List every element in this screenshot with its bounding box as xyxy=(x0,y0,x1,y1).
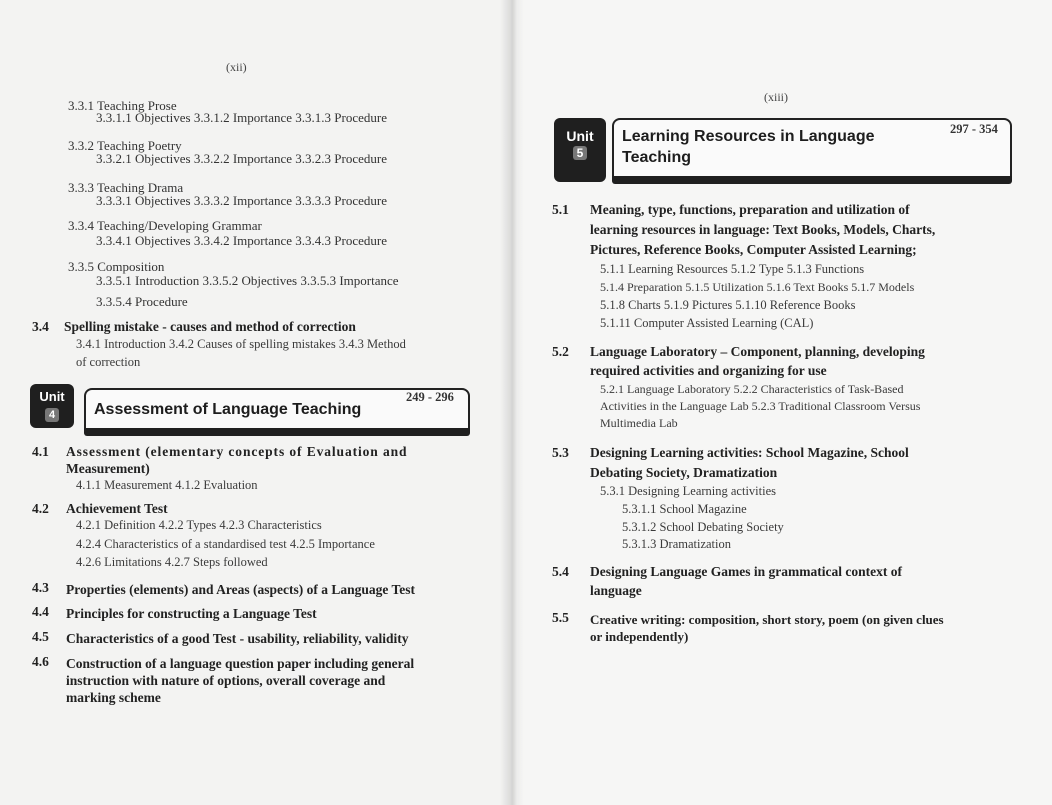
section-number: 4.1 xyxy=(32,444,49,459)
section-number: 5.4 xyxy=(552,564,569,579)
section-title: Assessment (elementary concepts of Evaluation and xyxy=(66,444,408,459)
unit-title-line: Learning Resources in Language xyxy=(622,128,875,145)
section-detail: 3.4.1 Introduction 3.4.2 Causes of spelling mistakes 3.4.3 Method xyxy=(76,337,406,351)
section-detail: 5.2.1 Language Laboratory 5.2.2 Characteristics of Task-Based xyxy=(600,382,904,396)
toc-item-title: 3.3.1 Teaching Prose xyxy=(68,98,177,113)
section-title: Designing Language Games in grammatical context of xyxy=(590,564,902,579)
unit-badge xyxy=(554,118,606,182)
section-detail: 5.1.1 Learning Resources 5.1.2 Type 5.1.3 Functions xyxy=(600,262,865,276)
right-page xyxy=(512,0,1052,805)
section-title: instruction with nature of options, overall coverage and xyxy=(66,673,386,688)
section-title: Pictures, Reference Books, Computer Assisted Learning; xyxy=(590,242,917,257)
section-detail: 5.1.11 Computer Assisted Learning (CAL) xyxy=(600,316,814,330)
unit-bar xyxy=(612,176,1012,184)
section-number: 5.5 xyxy=(552,610,569,625)
section-number: 4.4 xyxy=(32,604,49,619)
unit-title-text: Assessment of Language Teaching xyxy=(94,401,362,418)
unit-bar xyxy=(84,428,470,436)
section-number: 5.1 xyxy=(552,202,569,217)
unit-pages: 297 - 354 xyxy=(950,122,998,136)
page-number: (xiii) xyxy=(764,90,788,104)
section-number: 4.5 xyxy=(32,629,49,644)
section-subdetail: 5.3.1.2 School Debating Society xyxy=(622,520,784,534)
section-number: 5.2 xyxy=(552,344,569,359)
toc-item-detail: 3.3.5.1 Introduction 3.3.5.2 Objectives 3.3.5.3 Importance xyxy=(96,273,399,288)
toc-item-title: 3.3.5 Composition xyxy=(68,259,165,274)
section-title: Characteristics of a good Test - usability, reliability, validity xyxy=(66,631,409,646)
section-detail: 4.1.1 Measurement 4.1.2 Evaluation xyxy=(76,478,258,492)
section-detail: 4.2.1 Definition 4.2.2 Types 4.2.3 Characteristics xyxy=(76,518,322,532)
section-detail: Activities in the Language Lab 5.2.3 Traditional Classroom Versus xyxy=(600,399,921,413)
unit-label: Unit xyxy=(39,389,65,404)
page-number: (xii) xyxy=(226,60,247,74)
section-number: 4.6 xyxy=(32,654,49,669)
section-detail: Multimedia Lab xyxy=(600,416,678,430)
left-page xyxy=(0,0,512,805)
section-number: 3.4 xyxy=(32,319,49,334)
toc-item-title: 3.3.3 Teaching Drama xyxy=(68,180,184,195)
toc-item-detail: 3.3.1.1 Objectives 3.3.1.2 Importance 3.3.1.3 Procedure xyxy=(96,110,387,125)
section-title: Construction of a language question paper including general xyxy=(66,656,415,671)
section-title: Achievement Test xyxy=(66,501,168,516)
section-detail: of correction xyxy=(76,355,141,369)
toc-item-detail: 3.3.5.4 Procedure xyxy=(96,294,188,309)
toc-item-detail: 3.3.2.1 Objectives 3.3.2.2 Importance 3.3.2.3 Procedure xyxy=(96,151,387,166)
section-title: Designing Learning activities: School Magazine, School xyxy=(590,445,909,460)
section-detail: 4.2.6 Limitations 4.2.7 Steps followed xyxy=(76,555,268,569)
section-detail: 5.1.8 Charts 5.1.9 Pictures 5.1.10 Reference Books xyxy=(600,298,856,312)
toc-item-title: 3.3.2 Teaching Poetry xyxy=(68,138,182,153)
section-title: Principles for constructing a Language Test xyxy=(66,606,317,621)
section-title: Debating Society, Dramatization xyxy=(590,465,778,480)
toc-item-detail: 3.3.4.1 Objectives 3.3.4.2 Importance 3.3.4.3 Procedure xyxy=(96,233,387,248)
unit-number: 5 xyxy=(573,146,588,160)
unit-label: Unit xyxy=(566,128,594,144)
section-subdetail: 5.3.1.3 Dramatization xyxy=(622,537,731,551)
section-title: or independently) xyxy=(590,629,689,644)
section-title: Meaning, type, functions, preparation and utilization of xyxy=(590,202,910,217)
section-number: 5.3 xyxy=(552,445,569,460)
section-title: Properties (elements) and Areas (aspects) of a Language Test xyxy=(66,582,415,597)
section-number: 4.3 xyxy=(32,580,49,595)
section-title: Creative writing: composition, short story, poem (on given clues xyxy=(590,612,944,627)
unit-pages: 249 - 296 xyxy=(406,390,454,404)
unit-4-banner xyxy=(30,384,472,436)
toc-item-title: 3.3.4 Teaching/Developing Grammar xyxy=(68,218,262,233)
section-title: required activities and organizing for use xyxy=(590,363,827,378)
section-title: Spelling mistake - causes and method of correction xyxy=(64,319,356,334)
unit-5-banner xyxy=(554,118,1014,188)
unit-number: 4 xyxy=(45,408,59,422)
unit-badge xyxy=(30,384,74,428)
section-detail: 4.2.4 Characteristics of a standardised test 4.2.5 Importance xyxy=(76,537,375,551)
section-number: 4.2 xyxy=(32,501,49,516)
section-title: Measurement) xyxy=(66,461,150,476)
section-title: marking scheme xyxy=(66,690,161,705)
section-title: language xyxy=(590,583,642,598)
section-title: learning resources in language: Text Books, Models, Charts, xyxy=(590,222,936,237)
book-gutter xyxy=(500,0,524,805)
unit-title-line: Teaching xyxy=(622,149,692,166)
section-detail: 5.3.1 Designing Learning activities xyxy=(600,484,777,498)
section-title: Language Laboratory – Component, planning, developing xyxy=(590,344,925,359)
toc-item-detail: 3.3.3.1 Objectives 3.3.3.2 Importance 3.3.3.3 Procedure xyxy=(96,193,387,208)
section-subdetail: 5.3.1.1 School Magazine xyxy=(622,502,747,516)
section-detail: 5.1.4 Preparation 5.1.5 Utilization 5.1.6 Text Books 5.1.7 Models xyxy=(600,280,915,294)
